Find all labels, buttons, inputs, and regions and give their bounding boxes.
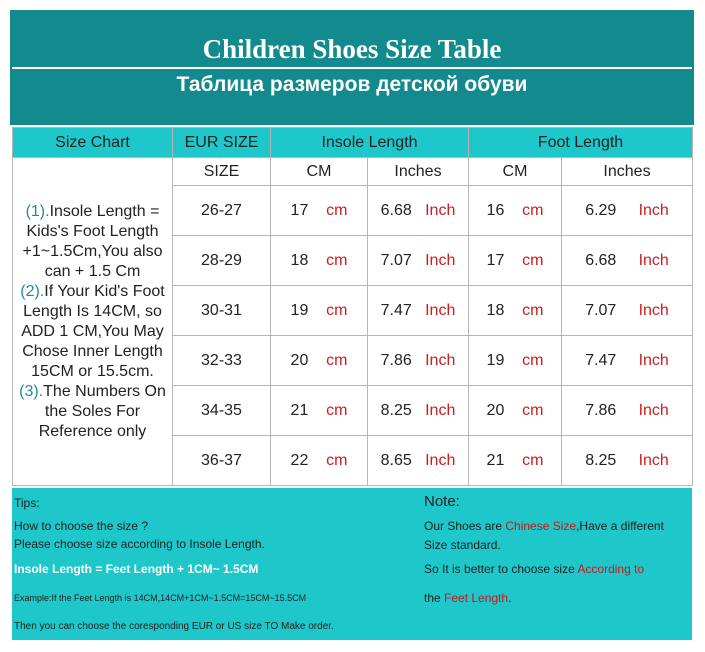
header-eur-size: EUR SIZE	[173, 128, 271, 158]
header-insole-length: Insole Length	[271, 128, 469, 158]
inch-unit-label: Inch	[425, 251, 456, 269]
insole-cm-cell	[271, 386, 368, 436]
size-value: 28-29	[173, 236, 271, 286]
tips-line: Then you can choose the coresponding EUR or US size TO Make order.	[14, 621, 334, 632]
note-text: Insole Length =	[49, 202, 160, 220]
note-text: the	[424, 591, 445, 605]
foot-cm-value: 19	[486, 351, 505, 369]
foot-in-value: 6.29	[585, 201, 617, 219]
size-notes-cell	[13, 158, 173, 486]
tips-line: Please choose size according to Insole Length.	[14, 537, 265, 551]
foot-cm-cell	[469, 336, 562, 386]
subheader-size: SIZE	[173, 158, 271, 186]
insole-in-cell	[368, 236, 469, 286]
page-title: Children Shoes Size Table	[202, 34, 502, 64]
foot-cm-cell	[469, 286, 562, 336]
foot-in-value: 8.25	[585, 451, 617, 469]
insole-in-cell	[368, 386, 469, 436]
insole-in-value: 6.68	[380, 201, 412, 219]
foot-cm-value: 17	[486, 251, 505, 269]
tips-line: How to choose the size ?	[14, 519, 149, 533]
note-line	[424, 562, 644, 576]
note-line: Size standard.	[424, 538, 501, 552]
note-number-2: (2).	[20, 282, 45, 300]
note-text: So It is better to choose size	[424, 562, 578, 576]
insole-in-cell	[368, 186, 469, 236]
foot-in-cell	[562, 386, 693, 436]
note-text: Length Is 14CM, so	[23, 302, 162, 320]
subheader-foot-cm: CM	[469, 158, 562, 186]
foot-in-cell	[562, 186, 693, 236]
size-table	[12, 127, 693, 486]
note-text: +1~1.5Cm,You also	[22, 242, 163, 260]
note-highlight: According to	[577, 562, 645, 576]
foot-cm-cell	[469, 236, 562, 286]
note-text: Reference only	[38, 422, 147, 440]
cm-unit-label: cm	[326, 251, 348, 269]
note-text: Kids's Foot Length	[26, 222, 159, 240]
title-banner	[10, 10, 694, 125]
inch-unit-label: Inch	[638, 251, 669, 269]
tips-formula: Insole Length = Feet Length + 1CM~ 1.5CM	[14, 562, 259, 576]
insole-in-cell	[368, 436, 469, 486]
foot-cm-value: 21	[486, 451, 505, 469]
size-chart-frame	[10, 10, 694, 642]
foot-in-value: 7.86	[585, 401, 617, 419]
note-line	[424, 591, 511, 605]
note-highlight: Chinese Size	[505, 519, 577, 533]
insole-in-value: 7.07	[380, 251, 412, 269]
insole-cm-cell	[271, 236, 368, 286]
cm-unit-label: cm	[522, 451, 544, 469]
insole-cm-value: 22	[290, 451, 309, 469]
note-text: can + 1.5 Cm	[44, 262, 141, 280]
table-header-row	[13, 128, 693, 158]
insole-cm-value: 18	[290, 251, 309, 269]
insole-cm-cell	[271, 186, 368, 236]
insole-cm-value: 20	[290, 351, 309, 369]
inch-unit-label: Inch	[638, 351, 669, 369]
insole-in-cell	[368, 336, 469, 386]
foot-in-value: 6.68	[585, 251, 617, 269]
note-text: 15CM or 15.5cm.	[31, 362, 154, 380]
note-highlight: Feet Length	[444, 591, 509, 605]
note-text: Our Shoes are	[424, 519, 506, 533]
page-subtitle: Таблица размеров детской обуви	[176, 73, 528, 96]
inch-unit-label: Inch	[638, 401, 669, 419]
inch-unit-label: Inch	[425, 201, 456, 219]
foot-cm-cell	[469, 436, 562, 486]
note-text: .	[508, 591, 512, 605]
cm-unit-label: cm	[522, 251, 544, 269]
note-text: ,Have a different	[576, 519, 664, 533]
subheader-insole-cm: CM	[271, 158, 368, 186]
inch-unit-label: Inch	[425, 451, 456, 469]
foot-cm-value: 18	[486, 301, 505, 319]
tips-example: Example:If the Feet Length is 14CM,14CM+1CM~1.5CM=15CM~15.5CM	[14, 593, 307, 603]
insole-cm-value: 21	[290, 401, 309, 419]
note-text: If Your Kid's Foot	[44, 282, 165, 300]
cm-unit-label: cm	[522, 401, 544, 419]
subheader-insole-inches: Inches	[368, 158, 469, 186]
note-label: Note:	[424, 493, 460, 510]
foot-cm-value: 16	[486, 201, 505, 219]
cm-unit-label: cm	[326, 301, 348, 319]
note-text: Chose Inner Length	[22, 342, 163, 360]
insole-cm-cell	[271, 336, 368, 386]
insole-cm-value: 19	[290, 301, 309, 319]
foot-in-value: 7.07	[585, 301, 617, 319]
insole-in-value: 7.47	[380, 301, 412, 319]
foot-in-cell	[562, 436, 693, 486]
foot-cm-value: 20	[486, 401, 505, 419]
size-value: 26-27	[173, 186, 271, 236]
foot-in-cell	[562, 236, 693, 286]
tips-label: Tips:	[14, 496, 40, 510]
note-line	[424, 519, 664, 533]
note-text: the Soles For	[44, 402, 141, 420]
insole-cm-cell	[271, 436, 368, 486]
insole-in-value: 7.86	[380, 351, 412, 369]
foot-in-cell	[562, 286, 693, 336]
cm-unit-label: cm	[522, 351, 544, 369]
inch-unit-label: Inch	[638, 301, 669, 319]
cm-unit-label: cm	[326, 201, 348, 219]
note-text: ADD 1 CM,You May	[21, 322, 164, 340]
note-section	[424, 488, 692, 640]
table-subheader-row	[13, 158, 693, 186]
subheader-foot-inches: Inches	[562, 158, 693, 186]
cm-unit-label: cm	[326, 451, 348, 469]
note-number-3: (3).	[19, 382, 44, 400]
inch-unit-label: Inch	[638, 201, 669, 219]
size-value: 32-33	[173, 336, 271, 386]
inch-unit-label: Inch	[425, 401, 456, 419]
size-value: 34-35	[173, 386, 271, 436]
cm-unit-label: cm	[326, 401, 348, 419]
foot-cm-cell	[469, 186, 562, 236]
size-value: 30-31	[173, 286, 271, 336]
header-size-chart: Size Chart	[13, 128, 173, 158]
insole-cm-cell	[271, 286, 368, 336]
cm-unit-label: cm	[326, 351, 348, 369]
foot-in-value: 7.47	[585, 351, 617, 369]
cm-unit-label: cm	[522, 201, 544, 219]
title-divider	[12, 67, 692, 69]
insole-in-value: 8.25	[380, 401, 412, 419]
inch-unit-label: Inch	[425, 301, 456, 319]
note-text: The Numbers On	[43, 382, 166, 400]
note-number-1: (1).	[25, 202, 50, 220]
insole-in-cell	[368, 286, 469, 336]
tips-panel	[12, 488, 692, 640]
foot-in-cell	[562, 336, 693, 386]
cm-unit-label: cm	[522, 301, 544, 319]
insole-cm-value: 17	[290, 201, 309, 219]
insole-in-value: 8.65	[380, 451, 412, 469]
size-value: 36-37	[173, 436, 271, 486]
tips-section	[12, 488, 417, 640]
foot-cm-cell	[469, 386, 562, 436]
header-foot-length: Foot Length	[469, 128, 693, 158]
inch-unit-label: Inch	[425, 351, 456, 369]
inch-unit-label: Inch	[638, 451, 669, 469]
